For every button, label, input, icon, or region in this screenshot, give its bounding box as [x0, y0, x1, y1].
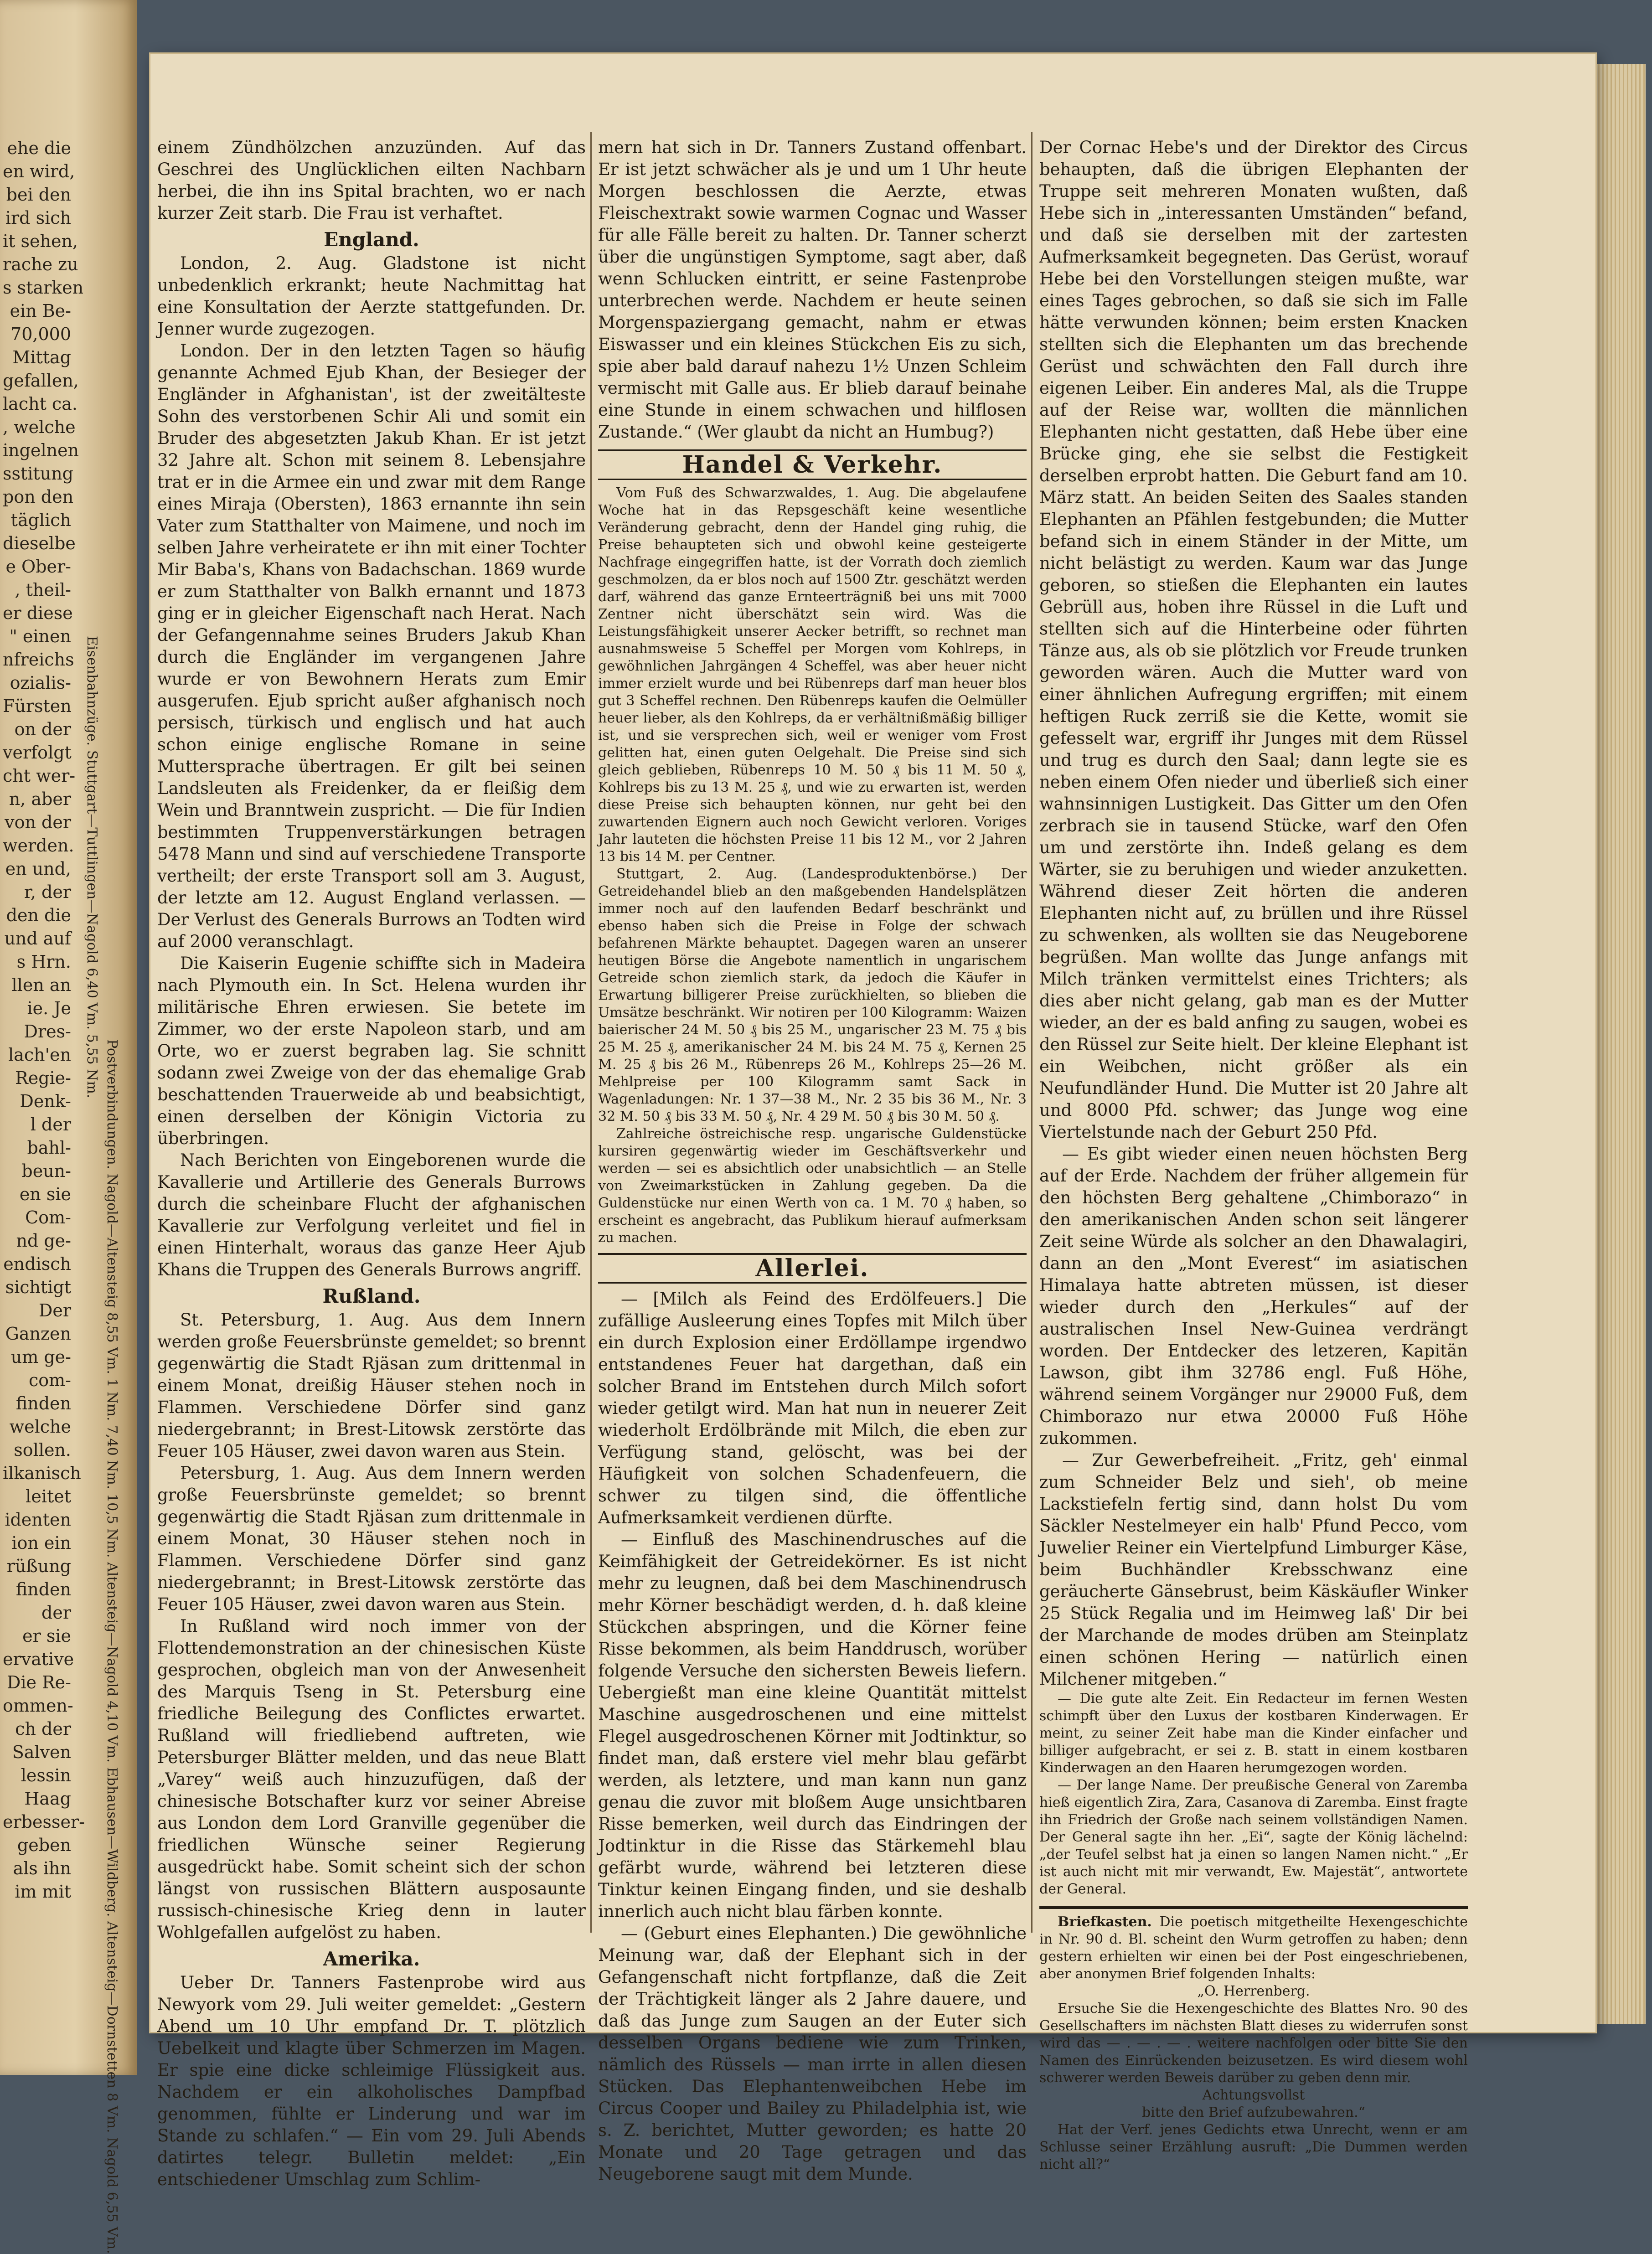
back-page-fragment: 70,000: [10, 324, 71, 344]
back-page-fragment: lessin: [21, 1765, 71, 1785]
heading-amerika: Amerika.: [323, 1948, 420, 1970]
back-page-fragment: en sie: [19, 1184, 71, 1204]
heading-england: England.: [324, 228, 419, 251]
back-page-fragment: en wird,: [3, 161, 75, 181]
back-page-fragment: Mittag: [12, 347, 71, 367]
briefkasten-place: „O. Herrenberg.: [1197, 1983, 1310, 1999]
back-page-fragment: dieselbe: [3, 533, 76, 553]
back-page-fragment: Dres-: [24, 1021, 71, 1042]
back-page-fragment: cht wer-: [3, 766, 76, 786]
article-stuttgart-boerse: Stuttgart, 2. Aug. (Landesproduktenbörse.) Der Getreidehandel blieb an den maßgebenden Handelsplätzen immer noch auf den laufenden Bedarf beschränkt und ebenso haben sich die Preise in Folge der schwach befahrenen Märkte behauptet. Dagegen waren an unserer heutigen Börse die Angebote namentlich in ungarischem Getreide schon ziemlich stark, da jedoch die Käufer in Erwartung billigerer Preise zurückhielten, so blieben die Umsätze beschränkt. Wir notiren per 100 Kilogramm: Waizen baierischer 24 M. 50 ₰ bis 25 M., ungarischer 23 M. 75 ₰ bis 25 M. 25 ₰, amerikanischer 24 M. bis 24 M. 75 ₰, Kernen 25 M. 25 ₰ bis 26 M., Rübenreps 26 M., Kohlreps 25—26 M. Mehlpreise per 100 Kilogramm samt Sack in Wagenladungen: Nr. 1 37—38 M., Nr. 2 35 bis 36 M., Nr. 3 32 M. 50 ₰ bis 33 M. 50 ₰, Nr. 4 29 M. 50 ₰ bis 30 M. 50 ₰.: [598, 866, 1027, 1124]
back-page-fragment: s starken: [3, 278, 84, 298]
back-page-fragment: Die Re-: [6, 1672, 71, 1692]
back-page-fragment: on der: [14, 719, 71, 739]
back-page-fragment: der: [41, 1603, 71, 1623]
back-page-fragment: rüßung: [6, 1556, 71, 1576]
back-page-fragment: er sie: [22, 1626, 71, 1646]
article-tanner: Ueber Dr. Tanners Fastenprobe wird aus Newyork vom 29. Juli weiter gemeldet: „Gestern Abend um 10 Uhr empfand Dr. T. plötzlich Uebelkeit und klagte über Schmerzen im Magen. Er spie eine dicke schleimige Flüssigkeit aus. Nachdem er ein alkoholisches Dampfbad genommen, fühlte er Linderung und war im Stande zu schlafen.“ — Ein vom 29. Juli Abends datirtes telegr. Bulletin meldet: „Ein entschiedener Umschlag zum Schlim-: [157, 1973, 586, 2189]
back-page-fragment: sstitung: [3, 464, 73, 484]
back-page-fragment: ie. Je: [27, 998, 71, 1018]
back-page-fragment: leitet: [26, 1486, 71, 1506]
back-page-fragment: welche: [9, 1417, 71, 1437]
heading-handel-verkehr: Handel & Verkehr.: [598, 449, 1027, 480]
back-page-fragment: ird sich: [5, 208, 71, 228]
back-page-fragment: bei den: [6, 185, 71, 205]
column-divider-2: [1031, 132, 1032, 1933]
briefkasten-closing: Achtungsvollst: [1202, 2087, 1305, 2103]
briefkasten-comment: Hat der Verf. jenes Gedichts etwa Unrecht, wenn er am Schlusse seiner Erzählung ausruft: „Die Dummen werden nicht all?“: [1039, 2122, 1468, 2172]
back-page-fragment: Com-: [25, 1207, 71, 1228]
back-page-fragment: ozialis-: [10, 673, 71, 693]
back-page-fragment: Regie-: [15, 1068, 71, 1088]
article-milch: — [Milch als Feind des Erdölfeuers.] Die zufällige Ausleerung eines Topfes mit Milch über ein durch Explosion einer Erdöllampe irgendwo entstandenes Feuer hat dargethan, daß ein solcher Brand im Entstehen durch Milch sofort wieder getilgt wird. Man hat nun in neuerer Zeit wiederholt Erdölbrände mit Milch, die eben zur Verfügung stand, gelöscht, was bei der Häufigkeit von solchen Schadenfeuern, die schwer zu tilgen sind, die öffentliche Aufmerksamkeit verdienen dürfte.: [598, 1289, 1027, 1527]
back-page-fragment: lacht ca.: [3, 394, 77, 414]
back-page-fragment: Denk-: [20, 1091, 71, 1111]
column-1: [157, 137, 586, 2189]
briefkasten: [1039, 1906, 1468, 2173]
back-page-fragment: com-: [28, 1370, 71, 1390]
article-flotte: In Rußland wird noch immer von der Flottendemonstration an der chinesischen Küste gesprochen, obgleich man von der Anwesenheit des Marquis Tseng in St. Petersburg eine friedliche Beilegung des Conflictes erwartet. Rußland will friedliebend auftreten, wie Petersburger Blätter melden, und das neue Blatt „Varey“ weiß auch hinzuzufügen, daß der chinesische Botschafter kurz vor seiner Abreise aus London dem Lord Granville gegenüber die friedlichen Wünsche seiner Regierung ausgedrückt habe. Somit scheint sich der schon längst von russischen Blättern ausposaunte russisch-chinesische Krieg denn in lauter Wohlgefallen aufgelöst zu haben.: [157, 1616, 586, 1942]
back-page-fragment: geben: [17, 1835, 71, 1855]
article-schwarzwald: Vom Fuß des Schwarzwaldes, 1. Aug. Die abgelaufene Woche hat in das Repsgeschäft keine wesentliche Veränderung gebracht, denn der Handel ging ruhig, die Preise behaupteten sich und obwohl keine gesteigerte Nachfrage eingegriffen hatte, ist der Vorrath doch ziemlich geschmolzen, da er blos noch auf 1500 Ztr. geschätzt werden darf, während das ganze Ernteerträgniß bei uns mit 7000 Zentner nicht überschätzt sein wird. Was die Leistungsfähigkeit unserer Aecker betrifft, so rechnet man ausnahmsweise 5 Scheffel per Morgen vom Kohlreps, in gewöhnlichen Jahrgängen 4 Scheffel, was aber heuer nicht immer erzielt wurde und bei Rübenreps darf man heuer blos gut 3 Scheffel rechnen. Den Rübenreps kaufen die Oelmüller heuer lieber, als den Kohlreps, da er verhältnißmäßig billiger ist, und sie versprechen sich, weil er weniger vom Frost gelitten hat, einen guten Oelgehalt. Die Preise sind sich gleich geblieben, Rübenreps 10 M. 50 ₰ bis 11 M. 50 ₰, Kohlreps bis zu 13 M. 25 ₰, und wie zu erwarten ist, werden diese Preise sich behaupten können, nur geht bei den zuwartenden Eignern auch noch Gewicht verloren. Voriges Jahr lauteten die höchsten Preise 11 bis 12 M., vor 2 Jahren 13 bis 14 M. per Centner.: [598, 485, 1027, 865]
back-page-fragment: werden.: [3, 836, 74, 856]
article-lange-name: — Der lange Name. Der preußische General von Zaremba hieß eigentlich Zira, Zara, Casanova di Zaremba. Einst fragte ihn Friedrich der Große nach seinem vollständigen Namen. Der General sagte ihn her. „Ei“, sagte der König lächelnd: „der Teufel selbst hat ja einen so langen Namen nicht.“ „Er ist auch nicht mit mir verwandt, Ew. Majestät“, antwortete der General.: [1039, 1777, 1468, 1897]
article-maschinendrusch: — Einfluß des Maschinendrusches auf die Keimfähigkeit der Getreidekörner. Es ist nicht mehr zu leugnen, daß bei dem Maschinendrusch mehr Körner beschädigt werden, d. h. daß kleine Stückchen abspringen, und die Körner feine Risse bekommen, als beim Handdrusch, worüber folgende Versuche den sichersten Beweis liefern. Uebergießt man eine kleine Quantität mittelst Maschine ausgedroschenen und eine mittelst Flegel ausgedroschenen Körner mit Jodtinktur, so findet man, daß erstere viel mehr blau gefärbt werden, als letztere, und man kann nun ganz genau die zuvor mit bloßem Auge unsichtbaren Risse bemerken, weil durch das Eindringen der Jodtinktur in die Risse das Stärkemehl blau gefärbt wurde, während bei letzteren diese Tinktur keinen Eingang finden, und sie deshalb innerlich auch nicht blau färben konnte.: [598, 1530, 1027, 1921]
railway-timetable: [84, 636, 99, 668]
post-timetable: [104, 1039, 119, 1071]
back-page-fragment: Der: [38, 1300, 71, 1320]
article-stpetersburg-1: St. Petersburg, 1. Aug. Aus dem Innern werden große Feuersbrünste gemeldet; so brennt gegenwärtig die Stadt Rjäsan zum drittenmal in einem Monat, dreißig Häuser stehen noch in Flammen. Verschiedene Dörfer sind ganz niedergebrannt; in Brest-Litowsk zerstörte das Feuer 105 Häuser, zwei davon waren aus Stein.: [157, 1310, 586, 1461]
back-page-fragment: als ihn: [13, 1858, 71, 1878]
back-page-fragment: ion ein: [11, 1533, 71, 1553]
back-page-fragment: nfreichs: [3, 650, 74, 670]
briefkasten-signature: bitte den Brief aufzubewahren.“: [1142, 2104, 1365, 2120]
back-page-fragment: er diese: [3, 603, 73, 623]
back-page-fragment: ein Be-: [10, 301, 71, 321]
back-page-fragment: erbesser-: [3, 1812, 85, 1832]
briefkasten-title: Briefkasten.: [1058, 1914, 1152, 1930]
back-page-fragment: ch der: [15, 1719, 71, 1739]
article-gulden: Zahlreiche östreichische resp. ungarische Guldenstücke kursiren gegenwärtig wieder im Geschäftsverkehr und werden — sei es absichtlich oder unabsichtlich — an Stelle von Zweimarkstücken in Zahlung gegeben. Da die Guldenstücke nur einen Werth von ca. 1 M. 70 ₰ haben, so erscheint es angebracht, das Publikum hierauf aufmerksam zu machen.: [598, 1126, 1027, 1246]
article-eugenie: Die Kaiserin Eugenie schiffte sich in Madeira nach Plymouth ein. In Sct. Helena wurden ihr militärische Ehren erwiesen. Sie betete im Zimmer, wo der erste Napoleon starb, und am Orte, wo er zuerst begraben lag. Sie schnitt sodann zwei Zweige von der das ehemalige Grab beschattenden Trauerweide ab und beabsichtigt, einen derselben der Königin Victoria zu überbringen.: [157, 954, 586, 1148]
back-page-fragment: l der: [30, 1114, 71, 1135]
back-page-fragment: nd ge-: [16, 1231, 71, 1251]
back-page-fragment: it sehen,: [3, 231, 78, 251]
article-gute-alte-zeit: — Die gute alte Zeit. Ein Redacteur im fernen Westen schimpft über den Luxus der kostbaren Kinderwagen. Er meint, zu seiner Zeit habe man die Kinder einfacher und billiger aufgebracht, er sei z. B. statt in einem kostbaren Kinderwagen an den Haaren herumgezogen worden.: [1039, 1691, 1468, 1776]
article-burrows: Nach Berichten von Eingeborenen wurde die Kavallerie und Artillerie des Generals Burrows durch die scheinbare Flucht der afghanischen Kavallerie zur Verfolgung verleitet und fiel in einen Hinterhalt, woraus das ganze Heer Ajub Khans die Truppen des Generals Burrows angriff.: [157, 1150, 586, 1279]
heading-russland: Rußland.: [322, 1285, 421, 1307]
article-ejub-khan: London. Der in den letzten Tagen so häufig genannte Achmed Ejub Khan, der Besieger der Engländer in Afghanistan', ist der zweitälteste Sohn des verstorbenen Schir Ali und somit ein Bruder des abgesetzten Jakub Khan. Er ist jetzt 32 Jahre alt. Schon mit seinem 8. Lebensjahre trat er in die Armee ein und zwar mit dem Range eines Miraja (Obersten), 1863 ernannte ihn sein Vater zum Statthalter von Maimene, und noch im selben Jahre verheiratete er ihn mit einer Tochter Mir Baba's, Khans von Badachschan. 1869 wurde er zum Statthalter von Balkh ernannt und 1873 ging er in gleicher Eigenschaft nach Herat. Nach der Gefangennahme seines Bruders Jakub Khan durch die Engländer im vergangenen Jahre wurde er von Bewohnern Herats zum Emir ausgerufen. Ejub spricht außer afghanisch noch persisch, türkisch und englisch und hat auch schon einige englische Romane in seine Muttersprache übertragen. Er gilt bei seinen Landsleuten als Freidenker, da er fleißig dem Wein und Branntwein zuspricht. — Die für Indien bestimmten Truppenverstärkungen betragen 5478 Mann und sind auf verschiedene Transporte vertheilt; der erste Transport soll am 3. August, der letzte am 12. August England verlassen. — Der Verlust des Generals Burrows an Todten wird auf 2000 veranschlagt.: [157, 341, 586, 951]
back-page-fragment: , welche: [3, 417, 76, 437]
back-page-fragment: um ge-: [10, 1347, 71, 1367]
back-page-fragment: " einen: [9, 626, 71, 646]
back-page-fragment: den die: [6, 905, 71, 925]
back-page-fragment: ervative: [3, 1649, 74, 1669]
article-elephant-cont: Der Cornac Hebe's und der Direktor des Circus behaupten, daß die übrigen Elephanten der Truppe seit mehreren Monaten wußten, daß Hebe sich in „interessanten Umständen“ befand, und daß sie derselben mit der zartesten Aufmerksamkeit begegneten. Das Gerüst, worauf Hebe bei den Vorstellungen steigen mußte, war eines Tages gebrochen, so daß sie sich im Falle hätte verwunden können; beim ersten Knacken stellten sich die Elephanten um das brechende Gerüst und schwächten den Fall durch ihre eigenen Leiber. Ein anderes Mal, als die Truppe auf der Reise war, wollten die männlichen Elephanten nicht gestatten, daß Hebe über eine Brücke ging, ehe sie selbst die Festigkeit derselben erprobt hatten. Die Geburt fand am 10. März statt. An beiden Seiten des Saales standen Elephanten an Pfählen festgebunden; die Mutter befand sich in einem Ständer in der Mitte, um nicht belästigt zu werden. Kaum war das Junge geboren, so stießen die Elephanten ein lautes Gebrüll aus, hoben ihre Rüssel in die Luft und stellten sich auf die Hinterbeine oder führten Tänze aus, als ob sie plötzlich vor Freude trunken geworden wären. Auch die Mutter ward von einer ähnlichen Aufregung ergriffen; mit einem heftigen Ruck zerriß sie die Kette, womit sie gefesselt war, ergriff ihr Junges mit dem Rüssel und trug es durch den Saal; dann legte sie es neben einem Ofen nieder und überließ sich einer wahnsinnigen Lustigkeit. Das Gitter um den Ofen zerbrach sie in tausend Stücke, warf den Ofen um und zerstörte ihn. Indeß gelang es dem Wärter, sie zu beruhigen und wieder anzuketten. Während dieser Zeit hörten die anderen Elephanten nicht auf, zu brüllen und ihre Rüssel zu schwenken, als wollten sie das Neugeborene begrüßen. Man wollte das Junge anfangs mit Milch tränken vermittelst eines Trichters; als dies aber nicht gelang, gab man es der Mutter wieder, an der es bald anfing zu saugen, wobei es den Rüssel zur Seite hielt. Der kleine Elephant ist ein Weibchen, nicht größer als ein Neufundländer Hund. Die Mutter ist 20 Jahre alt und 8000 Pfd. schwer; das Junge wog eine Viertelstunde nach der Geburt 250 Pfd.: [1039, 138, 1468, 1142]
back-page-fragment: Salven: [12, 1742, 71, 1762]
back-page-fragment: Ganzen: [5, 1324, 71, 1344]
back-page-fragment: pon den: [3, 487, 74, 507]
briefkasten-letter: Ersuche Sie die Hexengeschichte des Blattes Nro. 90 des Gesellschafters im nächsten Blatt dieses zu widerrufen sonst wird das — . — . — . weitere nachfolgen oder bitte Sie den Namen des Einrückenden beizusetzen. Es wird diesem wohl schwerer werden Beweis darüber zu geben denn mir.: [1039, 2001, 1468, 2086]
back-page-fragment: im mit: [15, 1882, 71, 1902]
back-page-fragment: identen: [5, 1510, 71, 1530]
back-page-fragment: en und,: [5, 859, 71, 879]
back-page-fragment: gefallen,: [3, 371, 79, 391]
back-page-fragment: rache zu: [3, 254, 78, 274]
article-elephant-birth: — (Geburt eines Elephanten.) Die gewöhnliche Meinung war, daß der Elephant sich in der Gefangenschaft nicht fortpflanze, daß die Zeit der Trächtigkeit länger als 2 Jahre dauere, und daß das Junge zum Saugen an der Euter sich desselben Organs bediene wie zum Trinken, nämlich des Rüssels — man irrte in allen diesen Stücken. Das Elephantenweibchen Hebe im Circus Cooper und Bailey zu Philadelphia ist, wie s. Z. berichtet, Mutter geworden; es hatte 20 Monate und 20 Tage getragen und das Neugeborene saugt mit dem Munde.: [598, 1924, 1027, 2184]
article-london-gladstone: London, 2. Aug. Gladstone ist nicht unbedenklich erkrankt; heute Nachmittag hat eine Konsultation der Aerzte stattgefunden. Dr. Jenner wurde zugezogen.: [157, 253, 586, 339]
back-page-fragment: und auf: [4, 928, 71, 949]
column-3: [1039, 137, 1468, 2172]
column-2: [598, 137, 1027, 2184]
back-page-fragment: von der: [5, 812, 71, 832]
back-page-fragment: n, aber: [9, 789, 71, 809]
article-gewerbefreiheit: — Zur Gewerbefreiheit. „Fritz, geh' einmal zum Schneider Belz und sieh', ob meine Lackstiefeln fertig sind, dann holst Du vom Säckler Nestelmeyer ein halb' Pfund Pecco, vom Juwelier Reiner ein Viertelpfund Limburger Käse, beim Buchhändler Krebsschwanz eine geräucherte Gänsebrust, beim Käskäufler Winker 25 Stück Regalia und im Heimweg laß' Dir bei der Marchande de modes drüben am Steinplatz einen schönen Hering — natürlich einen Milchener mitgeben.“: [1039, 1450, 1468, 1689]
back-page-fragment: bahl-: [27, 1138, 71, 1158]
back-page-fragment: Fürsten: [3, 696, 72, 716]
back-page-fragment: sollen.: [14, 1440, 71, 1460]
article-tanner-cont: mern hat sich in Dr. Tanners Zustand offenbart. Er ist jetzt schwächer als je und um 1 Uhr heute Morgen beschlossen die Aerzte, etwas Fleischextrakt sowie warmen Cognac und Wasser für alle Fälle bereit zu halten. Dr. Tanner scherzt über die ungünstigen Symptome, sagt aber, daß wenn Schlucken eintritt, er seine Fastenprobe unterbrechen werde. Nachdem er heute seinen Morgenspaziergang gemacht, nahm er etwas Eiswasser und ein kleines Stückchen Eis zu sich, spie aber bald darauf nahezu 1½ Unzen Schleim vermischt mit Galle aus. Er blieb darauf beinahe eine Stunde in einem schwachen und hilflosen Zustande.“ (Wer glaubt da nicht an Humbug?): [598, 138, 1027, 442]
article-arson: einem Zündhölzchen anzuzünden. Auf das Geschrei des Unglücklichen eilten Nachbarn herbei, die ihn ins Spital brachten, wo er nach kurzer Zeit starb. Die Frau ist verhaftet.: [157, 138, 586, 223]
back-page-fragment: e Ober-: [5, 557, 71, 577]
back-page-fragment: s Hrn.: [16, 952, 71, 972]
back-page-fragment: endisch: [3, 1254, 71, 1274]
back-page-fragment: verfolgt: [3, 743, 72, 763]
back-page-fragment: Haag: [24, 1789, 71, 1809]
column-divider-1: [590, 132, 592, 1933]
briefkasten-intro: Die poetisch mitgetheilte Hexengeschichte in Nr. 90 d. Bl. scheint den Wurm getroffen zu haben; denn gestern erhielten wir einen bei der Post eingeschriebenen, aber anonymen Brief folgenden Inhalts:: [1039, 1914, 1468, 1982]
back-page-fragment: ilkanisch: [3, 1463, 81, 1483]
article-highest-mountain: — Es gibt wieder einen neuen höchsten Berg auf der Erde. Nachdem der früher allgemein für den höchsten Berg gehaltene „Chimborazo“ in den amerikanischen Anden schon seit längerer Zeit seine Würde als solcher an den Dhawalagiri, dann an den „Mont Everest“ im asiatischen Himalaya hatte abtreten müssen, ist dieser wieder durch den „Herkules“ auf der australischen Insel New-Guinea verdrängt worden. Der Entdecker des letzeren, Kapitän Lawson, gibt ihm 32786 engl. Fuß Höhe, während seinem Vorgänger nur 29000 Fuß, dem Chimborazo nur etwa 20000 Fuß Höhe zukommen.: [1039, 1144, 1468, 1448]
back-page-fragment: llen an: [11, 975, 71, 995]
back-page-fragment: lach'en: [8, 1045, 71, 1065]
back-page-fragment: finden: [15, 1393, 71, 1413]
back-page-fragment: finden: [15, 1579, 71, 1599]
back-page-fragment: , theil-: [15, 580, 71, 600]
page-stack-edge: [1595, 64, 1646, 2024]
back-page-fragment: sichtigt: [5, 1277, 71, 1297]
back-page-fragment: r, der: [24, 882, 71, 902]
back-page-fragment: ehe die: [7, 138, 71, 158]
back-page-fragment: täglich: [10, 510, 71, 530]
heading-allerlei: Allerlei.: [598, 1253, 1027, 1284]
back-page-fragment: beun-: [21, 1161, 71, 1181]
back-page-fragment: ingelnen: [3, 440, 79, 460]
back-page-fragment: ommen-: [3, 1696, 73, 1716]
article-stpetersburg-2: Petersburg, 1. Aug. Aus dem Innern werden große Feuersbrünste gemeldet; so brennt gegenwärtig die Stadt Rjäsan zum drittenmale in einem Monat, 30 Häuser stehen noch in Flammen. Verschiedene Dörfer sind ganz niedergebrannt; in Brest-Litowsk zerstörte das Feuer 105 Häuser, zwei davon waren aus Stein.: [157, 1463, 586, 1614]
